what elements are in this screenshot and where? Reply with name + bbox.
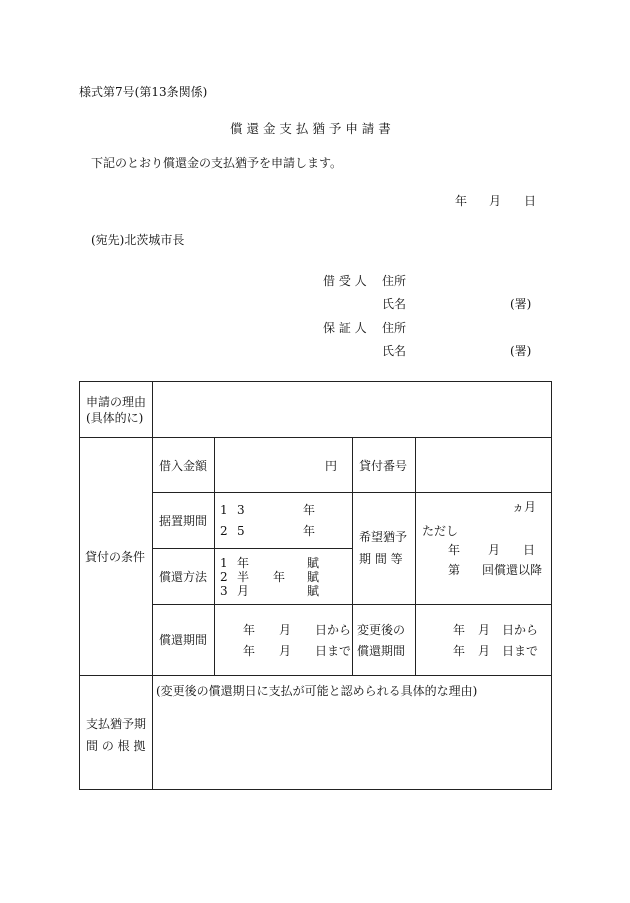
deferment-period-label-cell (153, 493, 215, 549)
application-form-table (79, 381, 552, 790)
basis-label-cell (80, 676, 153, 790)
desired-deferment-label-cell (353, 493, 416, 605)
however-text: ただし (422, 524, 459, 538)
borrower-address-label: 住所 (382, 274, 407, 288)
yen-unit: 円 (325, 459, 338, 473)
changed-until-suffix: 日まで (502, 644, 539, 658)
changed-period-label-line2: 償還期間 (357, 644, 406, 658)
date-month: 月 (489, 194, 502, 208)
form-number: 様式第7号(第13条関係) (79, 85, 208, 99)
repayment-method-1-no: 1 (220, 556, 228, 570)
borrower-role: 借 受 人 (323, 274, 367, 288)
date-day: 日 (524, 194, 537, 208)
deferment-options-cell[interactable] (215, 493, 353, 549)
changed-until-month: 月 (478, 644, 491, 658)
repayment-period-label: 償還期間 (159, 633, 208, 647)
repayment-method-2-unit: 賦 (307, 570, 320, 584)
guarantor-address-label: 住所 (382, 321, 407, 335)
repayment-from-month: 月 (279, 623, 292, 637)
reason-label-cell (80, 382, 153, 438)
repayment-period-label-cell (153, 605, 215, 676)
desired-deferment-label-line2: 期 間 等 (359, 552, 403, 566)
deferment-period-label: 据置期間 (159, 514, 208, 528)
repayment-until-year: 年 (243, 644, 256, 658)
repayment-method-1-period: 年 (237, 556, 250, 570)
document-title: 償 還 金 支 払 猶 予 申 請 書 (230, 121, 391, 136)
guarantor-name-label: 氏名 (382, 344, 407, 358)
changed-period-label-cell (353, 605, 416, 676)
repayment-from-year: 年 (243, 623, 256, 637)
deferment-date-day: 日 (523, 543, 536, 557)
deferment-option-2-unit: 年 (303, 524, 316, 538)
loan-amount-input-cell[interactable] (215, 438, 353, 493)
borrower-name-label: 氏名 (382, 297, 407, 311)
loan-conditions-label: 貸付の条件 (85, 550, 146, 564)
months-unit: ヵ月 (512, 500, 537, 514)
repayment-method-3-no: 3 (220, 584, 228, 598)
reason-input-cell[interactable] (153, 382, 552, 438)
deferment-option-2-years: 5 (237, 524, 245, 538)
repayment-method-label-cell (153, 549, 215, 605)
changed-period-label-line1: 変更後の (357, 623, 406, 637)
addressee: (宛先)北茨城市長 (91, 233, 185, 247)
loan-number-label: 貸付番号 (359, 459, 408, 473)
deferment-date-month: 月 (488, 543, 501, 557)
changed-from-suffix: 日から (502, 623, 539, 637)
reason-label-line2: (具体的に) (86, 411, 144, 425)
installment-prefix: 第 (448, 563, 461, 577)
basis-note: (変更後の償還期日に支払が可能と認められる具体的な理由) (156, 684, 478, 698)
intro-text: 下記のとおり償還金の支払猶予を申請します。 (91, 156, 343, 170)
guarantor-role: 保 証 人 (323, 321, 367, 335)
reason-label-line1: 申請の理由 (86, 395, 147, 409)
changed-until-year: 年 (453, 644, 466, 658)
repayment-until-month: 月 (279, 644, 292, 658)
deferment-option-1-years: 3 (237, 503, 245, 517)
borrower-seal: (署) (510, 297, 532, 311)
changed-from-month: 月 (478, 623, 491, 637)
repayment-methods-cell[interactable] (215, 549, 353, 605)
guarantor-seal: (署) (510, 344, 532, 358)
deferment-option-2-no: 2 (220, 524, 228, 538)
repayment-method-3-period: 月 (237, 584, 250, 598)
repayment-method-1-unit: 賦 (307, 556, 320, 570)
repayment-until-suffix: 日まで (315, 644, 352, 658)
changed-period-input-cell[interactable] (416, 605, 552, 676)
repayment-method-2-no: 2 (220, 570, 228, 584)
desired-deferment-input-cell[interactable] (416, 493, 552, 605)
repayment-method-3-unit: 賦 (307, 584, 320, 598)
desired-deferment-label-line1: 希望猶予 (359, 530, 408, 544)
repayment-method-label: 償還方法 (159, 570, 208, 584)
changed-from-year: 年 (453, 623, 466, 637)
loan-amount-label: 借入金額 (159, 459, 208, 473)
loan-conditions-label-cell (80, 438, 153, 676)
loan-number-label-cell (353, 438, 416, 493)
deferment-option-1-no: 1 (220, 503, 228, 517)
deferment-date-year: 年 (448, 543, 461, 557)
repayment-period-input-cell[interactable] (215, 605, 353, 676)
loan-number-input-cell[interactable] (416, 438, 552, 493)
repayment-from-suffix: 日から (315, 623, 352, 637)
basis-label-line2: 間 の 根 拠 (86, 739, 146, 753)
installment-suffix: 回償還以降 (482, 563, 543, 577)
date-year: 年 (455, 194, 468, 208)
repayment-method-2-period2: 年 (273, 570, 286, 584)
deferment-option-1-unit: 年 (303, 503, 316, 517)
loan-amount-label-cell (153, 438, 215, 493)
basis-input-cell[interactable] (153, 676, 552, 790)
basis-label-line1: 支払猶予期 (86, 717, 147, 731)
repayment-method-2-period: 半 (237, 570, 250, 584)
